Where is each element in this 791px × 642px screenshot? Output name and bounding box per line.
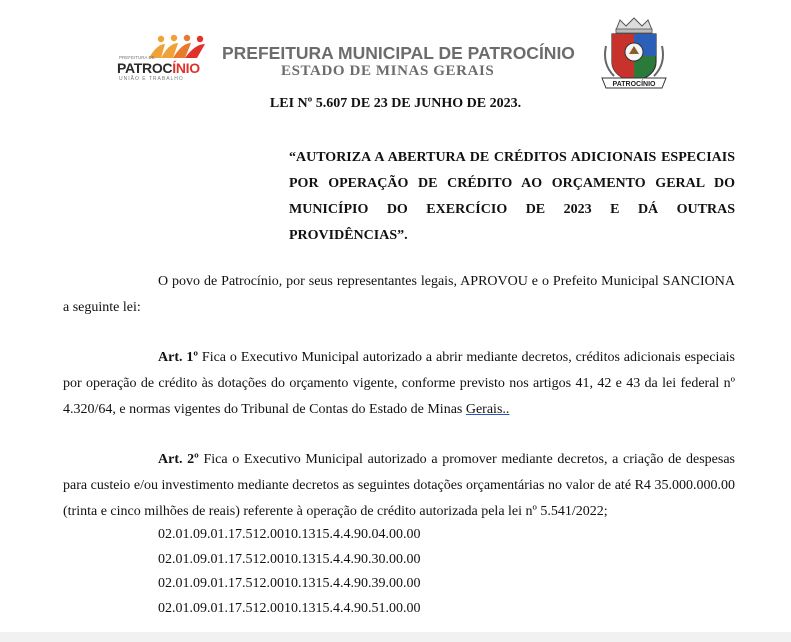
municipal-crest-icon bbox=[598, 16, 670, 92]
budget-code-item: 02.01.09.01.17.512.0010.1315.4.4.90.30.00.00 bbox=[158, 551, 421, 567]
article-1-underlined-word: Gerais.. bbox=[465, 402, 510, 417]
page-bottom-edge bbox=[0, 632, 791, 642]
article-2-label: Art. 2º bbox=[158, 452, 199, 467]
article-2-paragraph bbox=[63, 447, 735, 525]
people-swoosh-icon bbox=[147, 34, 209, 60]
patrocinio-logo bbox=[117, 34, 209, 80]
budget-code-item: 02.01.09.01.17.512.0010.1315.4.4.90.04.00.00 bbox=[158, 527, 421, 542]
article-2-text: Fica o Executivo Municipal autorizado a promover mediante decretos, a criação de despesas para custeio e/ou investimento mediante decretos as seguintes dotações orçamentárias no valor de até R4 35.000.000.00 (trinta e cinco milhões de reais) referente à operação de crédito autorizada pela lei nº 5.541/2022; bbox=[63, 452, 736, 519]
law-ementa: “AUTORIZA A ABERTURA DE CRÉDITOS ADICIONAIS ESPECIAIS POR OPERAÇÃO DE CRÉDITO AO ORÇAMENTO GERAL DO MUNICÍPIO DO EXERCÍCIO DE 2023 E DÁ OUTRAS PROVIDÊNCIAS”. bbox=[289, 150, 735, 243]
budget-code-item: 02.01.09.01.17.512.0010.1315.4.4.90.51.00.00 bbox=[158, 600, 421, 616]
preamble-paragraph: O povo de Patrocínio, por seus representantes legais, APROVOU e o Prefeito Municipal SANCIONA a seguinte lei: bbox=[63, 274, 735, 315]
law-title: LEI Nº 5.607 DE 23 DE JUNHO DE 2023. bbox=[269, 96, 522, 111]
budget-code-item: 02.01.09.01.17.512.0010.1315.4.4.90.39.00.00 bbox=[158, 576, 421, 591]
article-1-text: Fica o Executivo Municipal autorizado a abrir mediante decretos, créditos adicionais especiais por operação de crédito às dotações do orçamento vigente, conforme previsto nos artigos 41, 42 e 43 da lei federal nº 4.320/64, e normas vigentes do Tribunal de Contas do Estado de Minas bbox=[63, 350, 735, 417]
crest-banner-text: PATROCÍNIO bbox=[612, 81, 656, 88]
header-subtitle: ESTADO DE MINAS GERAIS bbox=[281, 63, 495, 79]
budget-codes-list bbox=[158, 523, 421, 621]
logo-small-text: PREFEITURA DE bbox=[119, 55, 155, 60]
article-1-paragraph bbox=[63, 345, 735, 423]
logo-brand-text: PATROCÍNIO bbox=[117, 60, 200, 76]
header-title: PREFEITURA MUNICIPAL DE PATROCÍNIO bbox=[222, 43, 575, 63]
article-1-label: Art. 1º bbox=[158, 350, 199, 365]
logo-tagline: UNIÃO E TRABALHO bbox=[119, 76, 184, 82]
